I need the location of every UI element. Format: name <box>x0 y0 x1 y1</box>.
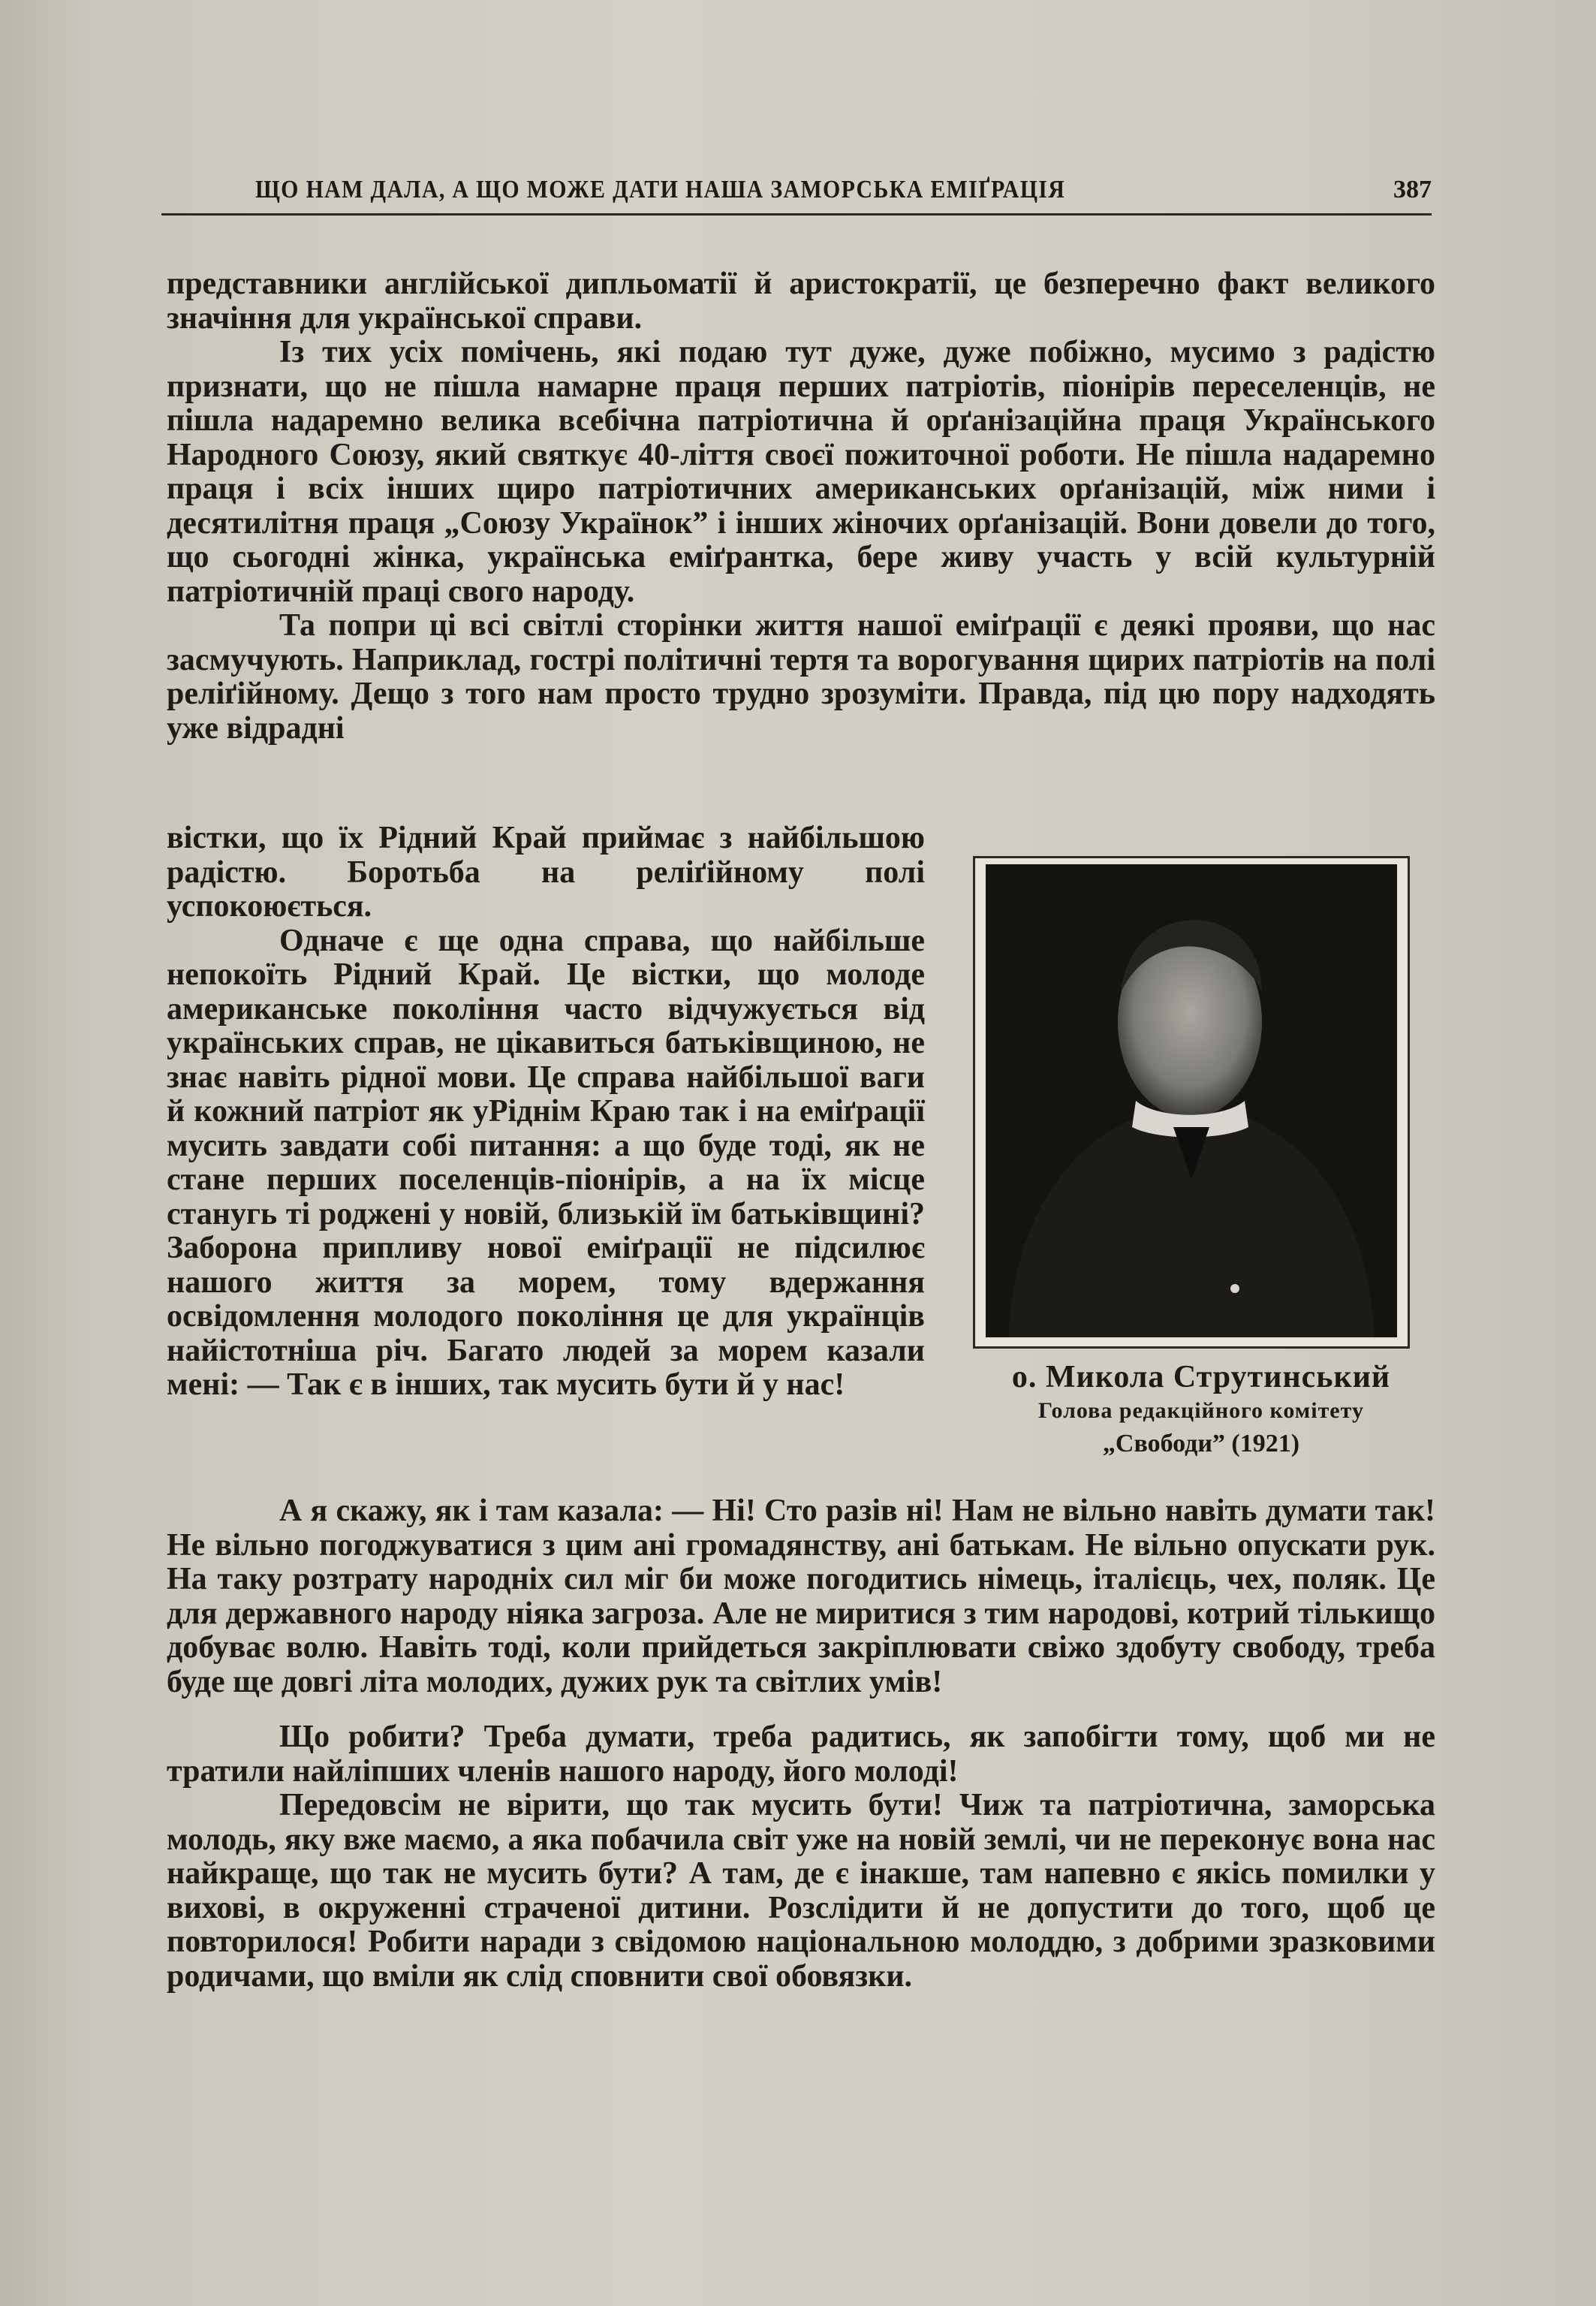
caption-role: Голова редакційного комітету <box>1038 1398 1364 1423</box>
caption-org: „Свободи” (1921) <box>1102 1430 1300 1457</box>
paragraph: вістки, що їх Рідний Край приймає з найбільшою радістю. Боротьба на реліґійному полі успокоюється. <box>167 821 925 924</box>
paragraph: Із тих усіх помічень, які подаю тут дуже, дуже побіжно, мусимо з радістю признати, що не пішла намарне праця перших патріотів, піонірів переселенців, не пішла надаремно велика всебічна патріотична й орґанізаційна праця Українського Народного Союзу, який святкує 40-ліття своєї пожиточної роботи. Не пішла надаремно праця і всіх інших щиро патріотичних американських орґанізацій, між ними і десятилітня праця „Союзу Українок” і інших жіночих орґанізацій. Вони довели до того, що сьогодні жінка, українська еміґрантка, бере живу участь у всій культурній патріотичній праці свого народу. <box>167 335 1435 609</box>
running-head-title: ЩО НАМ ДАЛА, А ЩО МОЖЕ ДАТИ НАША ЗАМОРСЬКА ЕМІҐРАЦІЯ <box>255 176 1066 203</box>
page-number: 387 <box>1393 176 1432 203</box>
caption-name: о. Микола Струтинський <box>1011 1360 1391 1394</box>
paragraph: Передовсім не вірити, що так мусить бути! Чиж та патріотична, заморська молодь, яку вже маємо, а яка побачила світ уже на новій землі, чи не переконує вона нас найкраще, що так не мусить бути? А там, де є інакше, там напевно є якісь помилки у вихові, в окруженні страченої дитини. Розслідити й не допустити до того, щоб це повторилося! Робити наради з свідомою національною молоддю, з добрими зразковими родичами, що вміли як слід сповнити свої обовязки. <box>167 1788 1435 1994</box>
text-block-top <box>167 267 1435 746</box>
text-block-bottom <box>167 1494 1435 1994</box>
paragraph: Одначе є ще одна справа, що найбільше непокоїть Рідний Край. Це вістки, що молоде американське покоління часто відчужується від українських справ, не цікавиться батьківщиною, не знає навіть рідної мови. Це справа найбільшої ваги й кожний патріот як уРіднім Краю так і на еміґрації мусить завдати собі питання: а що буде тоді, як не стане перших поселенців-піонірів, а на їх місце станугь ті роджені у новій, близькій їм батьківщині? Заборона припливу нової еміґрації не підсилює нашого життя за морем, тому вдержання освідомлення молодого покоління це для українців найістотніша річ. Багато людей за морем казали мені: — Так є в інших, так мусить бути й у нас! <box>167 923 925 1402</box>
portrait-photo <box>986 864 1397 1337</box>
text-block-side <box>167 821 925 1403</box>
paragraph: А я скажу, як і там казала: — Ні! Сто разів ні! Нам не вільно навіть думати так! Не вільно погоджуватися з цим ані громадянству, ані батькам. Не вільно опускати рук. На таку розтрату народніх сил міг би може погодитись німець, італієць, чех, поляк. Це для державного народу ніяка загроза. Але не миритися з тим народові, котрий тількищо добуває волю. Навіть тоді, коли прийдеться закріплювати свіжо здобуту свободу, треба буде ще довгі літа молодих, дужих рук та світлих умів! <box>167 1494 1435 1699</box>
portrait-figure <box>973 856 1410 1349</box>
paragraph: Що робити? Треба думати, треба радитись, як запобігти тому, щоб ми не тратили найліпших членів нашого народу, його молоді! <box>167 1720 1435 1789</box>
paragraph: представники англійської дипльоматії й аристократії, це безперечно факт великого значіння для української справи. <box>167 267 1435 336</box>
running-header <box>161 170 1432 215</box>
paragraph: Та попри ці всі світлі сторінки життя нашої еміґрації є деякі прояви, що нас засмучують. Наприклад, гострі політичні тертя та ворогування щирих патріотів на полі реліґійному. Дещо з того нам просто трудно зрозуміти. Правда, під цю пору надходять уже відрадні <box>167 608 1435 746</box>
header-rule <box>161 213 1432 216</box>
